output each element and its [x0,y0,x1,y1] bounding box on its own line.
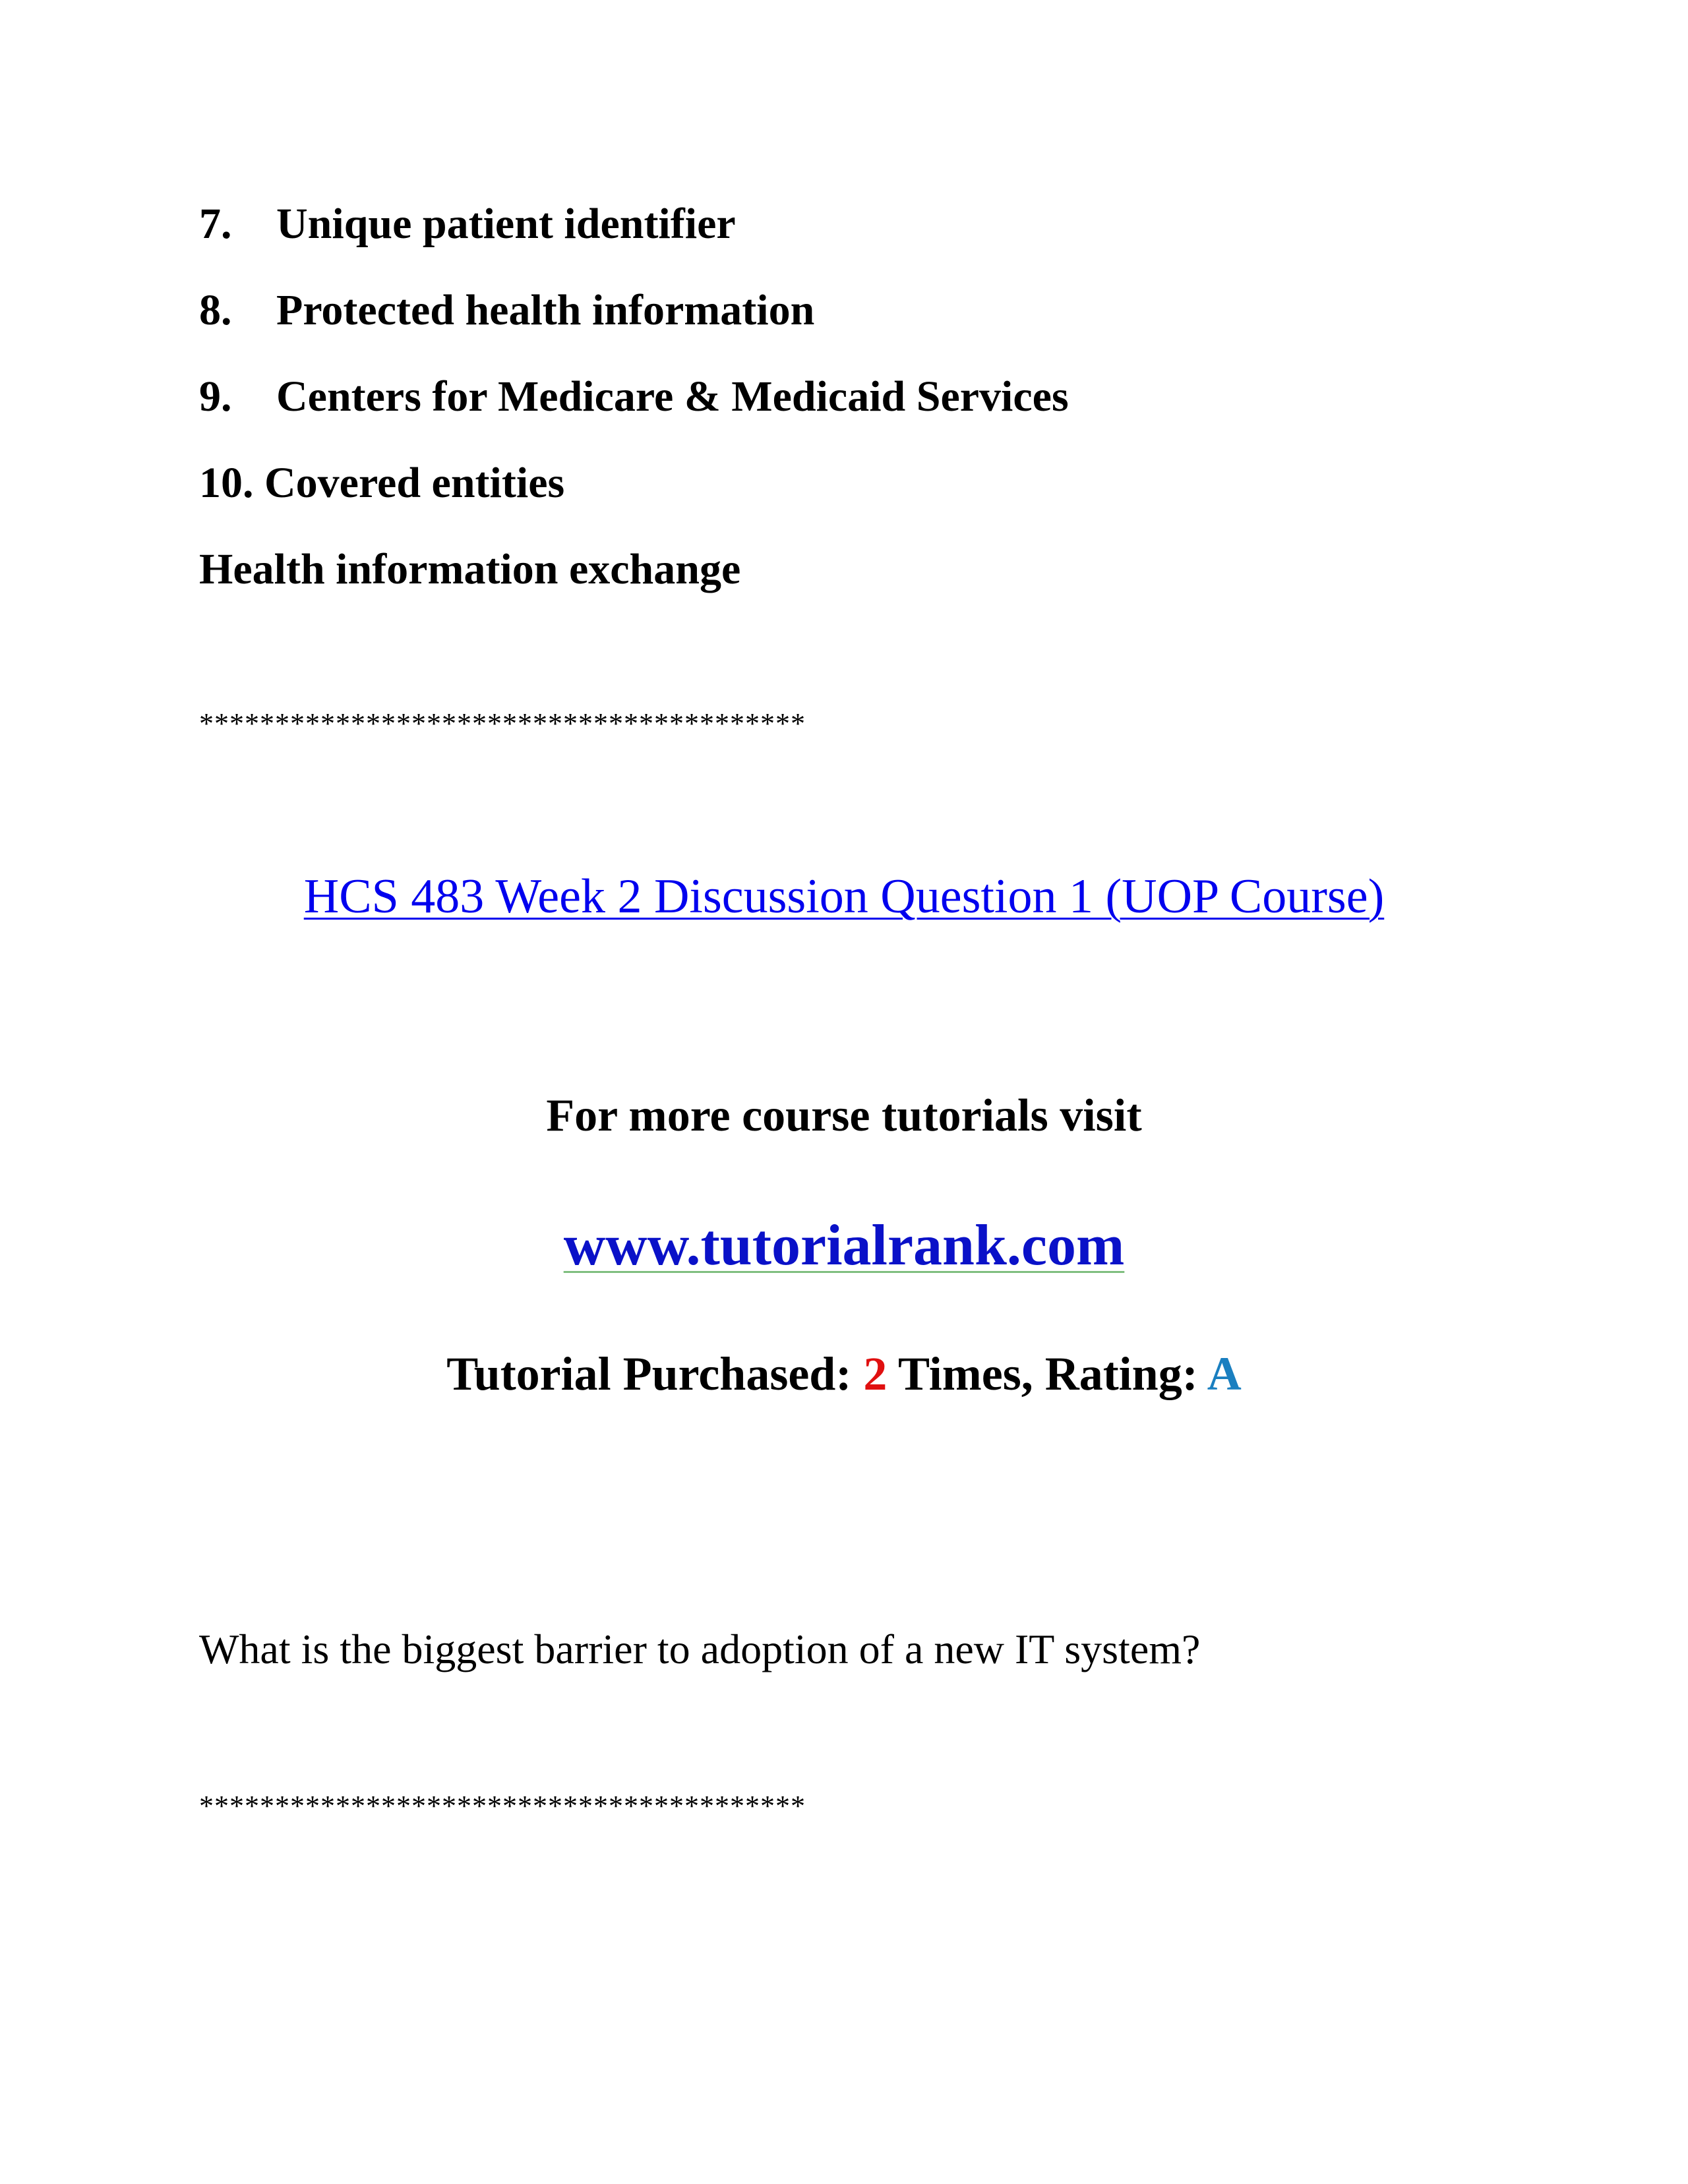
numbered-list [199,198,1518,630]
list-number: 9. [199,372,232,421]
separator-top: **************************************** [199,707,806,740]
list-item [199,543,1518,596]
list-number: 7. [199,200,232,248]
list-number: 8. [199,286,232,334]
rating-value: A [1207,1347,1242,1400]
separator-bottom: **************************************** [199,1790,806,1822]
list-text: Health information exchange [199,545,741,593]
purchased-label: Tutorial Purchased: [446,1347,864,1400]
question-text: What is the biggest barrier to adoption of a new IT system? [199,1626,1201,1672]
course-link[interactable]: HCS 483 Week 2 Discussion Question 1 (UOP Course) [303,870,1385,924]
course-link-line [0,867,1688,926]
list-text: Unique patient identifier [276,200,736,248]
list-item [199,198,1518,251]
purchased-count: 2 [863,1347,888,1400]
times-rating-label: Times, Rating: [887,1347,1207,1400]
list-text: Centers for Medicare & Medicaid Services [276,372,1069,421]
site-link[interactable]: www.tutorialrank.com [563,1214,1125,1278]
list-item [199,284,1518,337]
site-link-line [0,1212,1688,1280]
list-item [199,457,1518,510]
list-text: 10. Covered entities [199,459,565,507]
list-text: Protected health information [276,286,815,334]
visit-text: For more course tutorials visit [546,1090,1142,1141]
purchase-info [0,1345,1688,1403]
list-item [199,370,1518,423]
